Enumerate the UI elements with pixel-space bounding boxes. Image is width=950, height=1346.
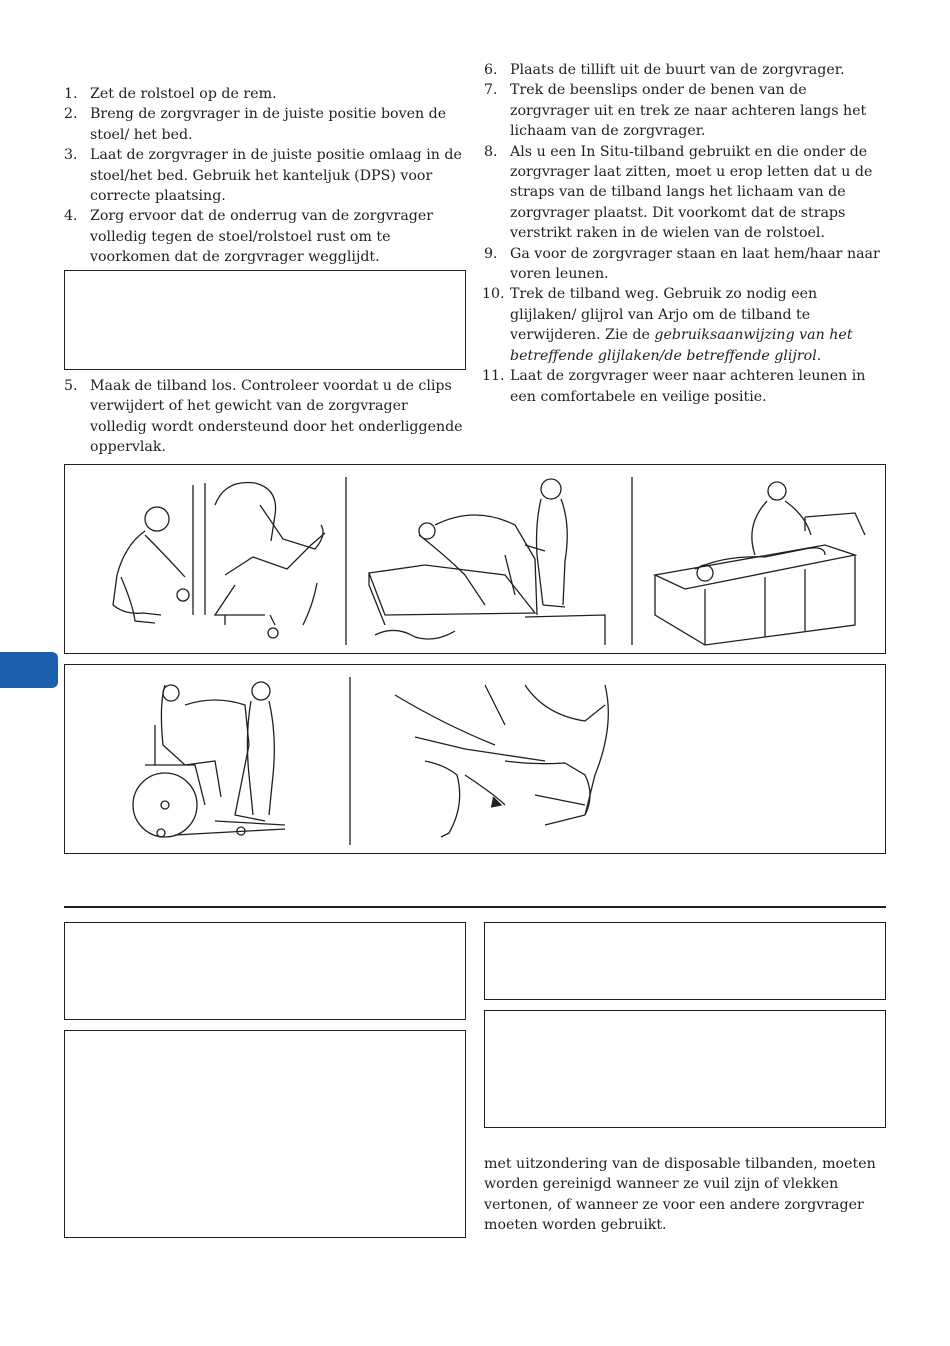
step-2: 2. Breng de zorgvrager in de juiste positie boven de stoel/ het bed. [64, 106, 447, 143]
illustration-caregiver-lift [113, 482, 325, 638]
steps-list-a [64, 84, 466, 268]
left-column [64, 84, 466, 268]
figure-panel-top [64, 464, 886, 654]
step-10: 10. Trek de tilband weg. Gebruik zo nodig een glijlaken/ glijrol van Arjo om de tilband te verwijderen. Zie de gebruiksaanwijzing van het betreffende glijlaken/de betreffende glijrol. [482, 286, 853, 364]
steps-list-b [64, 376, 466, 458]
step-6: 6. Plaats de tillift uit de buurt van de zorgvrager. [484, 62, 845, 78]
note-box-2 [64, 1030, 466, 1238]
section-divider [64, 906, 886, 908]
right-column [484, 60, 882, 407]
illustration-sling-removal [395, 685, 608, 837]
note-box-3 [484, 922, 886, 1000]
figure-panel-bottom [64, 664, 886, 854]
step-3: 3. Laat de zorgvrager in de juiste positie omlaag in de stoel/het bed. Gebruik het kanteljuk (DPS) voor correcte plaatsing. [64, 147, 462, 205]
step-8: 8. Als u een In Situ-tilband gebruikt en die onder de zorgvrager laat zitten, moet u erop letten dat u de straps van de tilband langs het lichaam van de zorgvrager plaatst. Dit voorkomt dat de straps verstrikt raken in de wielen van de rolstoel. [484, 143, 873, 242]
illustrations-top [65, 465, 887, 655]
left-column-continued [64, 376, 466, 458]
step-7: 7. Trek de beenslips onder de benen van de zorgvrager uit en trek ze naar achteren langs het lichaam van de zorgvrager. [484, 82, 867, 140]
illustration-bed-lowering [369, 479, 605, 645]
step-5: 5. Maak de tilband los. Controleer voordat u de clips verwijdert of het gewicht van de zorgvrager volledig wordt ondersteund door het onderliggende oppervlak. [64, 378, 463, 456]
step-4: 4. Zorg ervoor dat de onderrug van de zorgvrager volledig tegen de stoel/rolstoel rust om te voorkomen dat de zorgvrager wegglijdt. [64, 208, 434, 266]
note-box-4 [484, 1010, 886, 1128]
step-11: 11. Laat de zorgvrager weer naar achteren leunen in een comfortabele en veilige positie. [482, 368, 866, 405]
step-1: 1. Zet de rolstoel op de rem. [64, 86, 277, 102]
cleaning-paragraph: met uitzondering van de disposable tilbanden, moeten worden gereinigd wanneer ze vuil zijn of vlekken vertonen, of wanneer ze voor een andere zorgvrager moeten worden gebruikt. [484, 1156, 876, 1234]
illustrations-bottom [65, 665, 887, 855]
illustration-bed-lying [655, 482, 865, 645]
steps-list-c [484, 60, 882, 407]
illustration-wheelchair-lift [133, 682, 285, 837]
step-9: 9. Ga voor de zorgvrager staan en laat hem/haar naar voren leunen. [484, 245, 880, 283]
chapter-tab [0, 652, 58, 688]
note-box-1 [64, 922, 466, 1020]
warning-box-empty [64, 270, 466, 370]
